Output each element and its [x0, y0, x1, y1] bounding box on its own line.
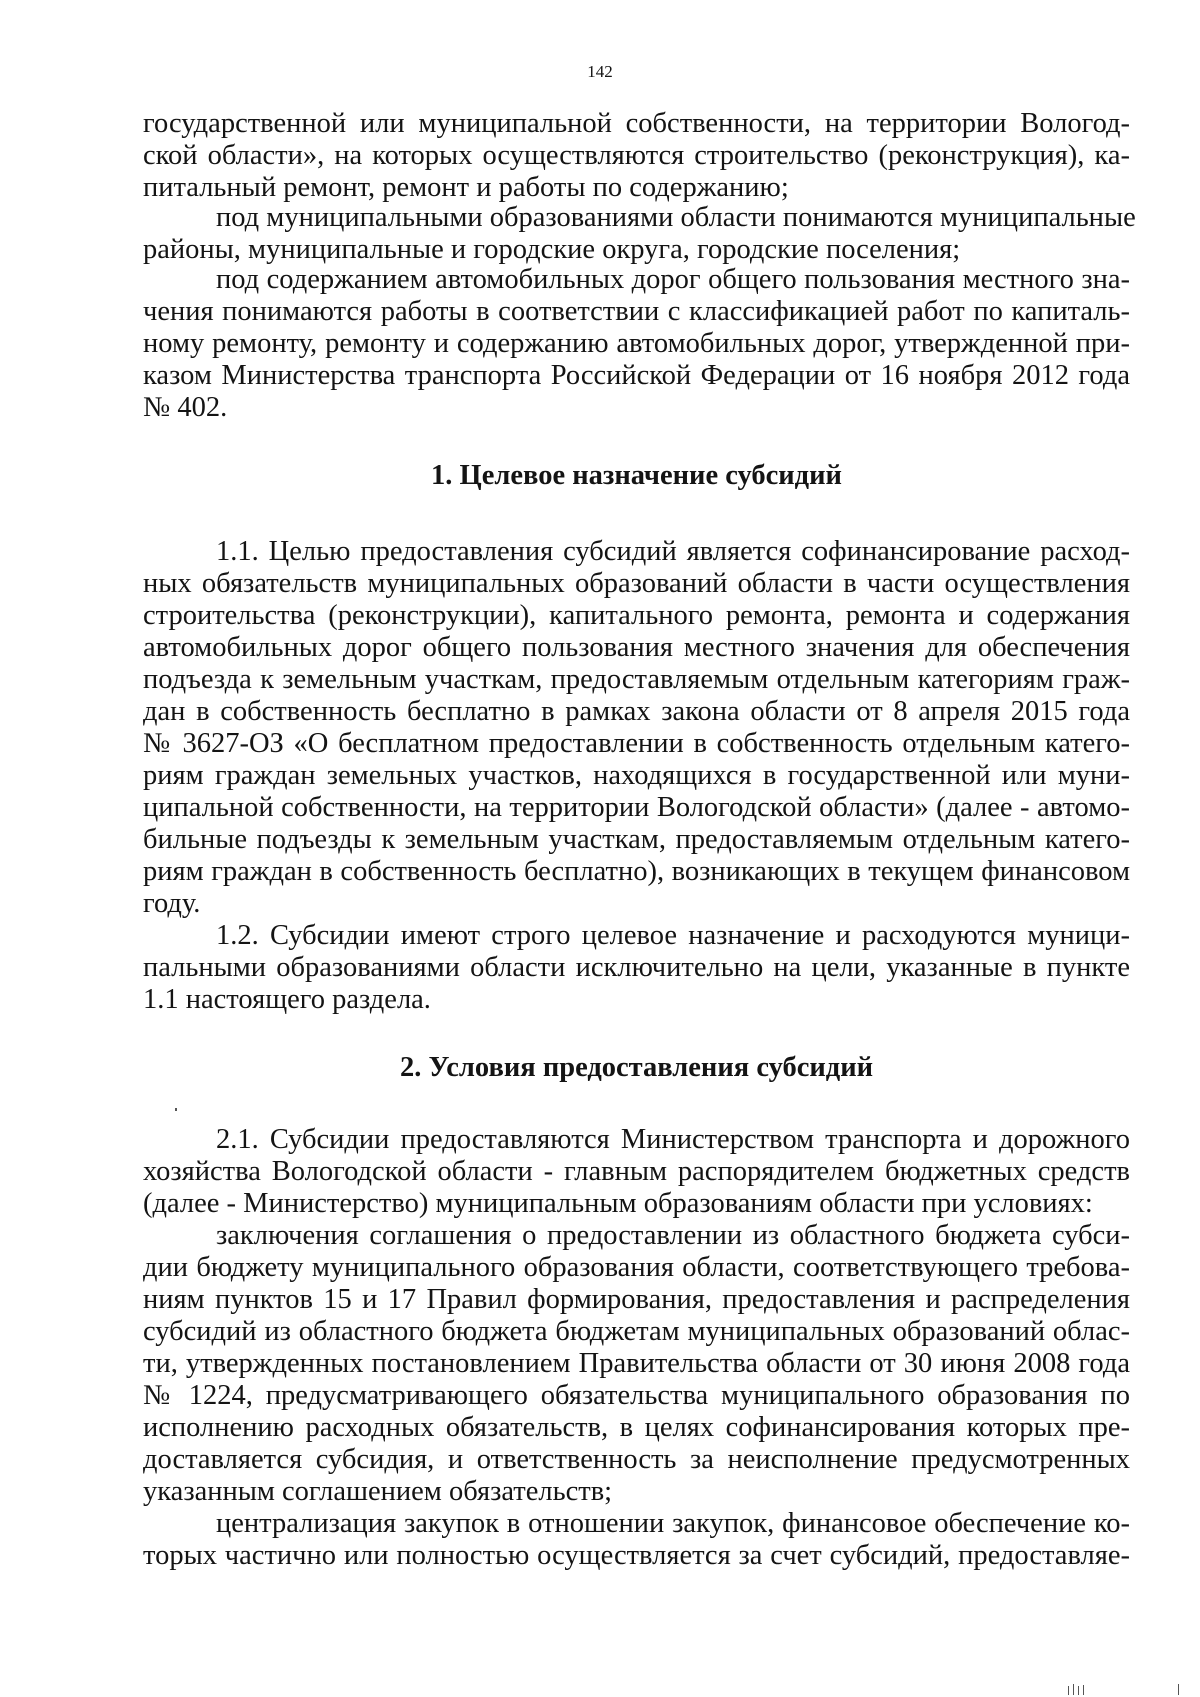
text-line: дии бюджету муниципального образования области, соответствующего требова- [143, 1252, 1130, 1283]
page-number: 142 [587, 62, 613, 81]
text-line: риям граждан земельных участков, находящихся в государственной или муни- [143, 760, 1130, 791]
text-line: субсидий из областного бюджета бюджетам муниципальных образований облас- [143, 1316, 1130, 1347]
text-line: 1.1. Целью предоставления субсидий является софинансирование расход- [216, 536, 1130, 567]
text-line: централизация закупок в отношении закупок, финансовое обеспечение ко- [216, 1508, 1130, 1539]
text-line: районы, муниципальные и городские округа, городские поселения; [143, 234, 961, 265]
scan-mark [1078, 1686, 1079, 1695]
text-line: ципальной собственности, на территории Вологодской области» (далее - автомо- [143, 792, 1130, 823]
text-line: торых частично или полностью осуществляется за счет субсидий, предоставляе- [143, 1540, 1130, 1571]
text-line: чения понимаются работы в соответствии с классификацией работ по капиталь- [143, 296, 1130, 327]
text-line: хозяйства Вологодской области - главным распорядителем бюджетных средств [143, 1156, 1130, 1187]
text-line: № 402. [143, 392, 228, 423]
text-line: пальными образованиями области исключительно на цели, указанные в пункте [143, 952, 1130, 983]
scan-mark [1068, 1686, 1069, 1695]
text-line: 1.2. Субсидии имеют строго целевое назначение и расходуются муници- [216, 920, 1130, 951]
scan-mark [1083, 1685, 1084, 1695]
text-line: № 3627-ОЗ «О бесплатном предоставлении в собственность отдельным катего- [143, 728, 1130, 759]
text-line: году. [143, 888, 201, 919]
text-line: казом Министерства транспорта Российской Федерации от 16 ноября 2012 года [143, 360, 1130, 391]
scan-speck [175, 1108, 177, 1111]
text-line: 1.1 настоящего раздела. [143, 984, 431, 1015]
section-heading-1: 1. Целевое назначение субсидий [431, 460, 842, 491]
text-line: риям граждан в собственность бесплатно), возникающих в текущем финансовом [143, 856, 1130, 887]
text-line: дан в собственность бесплатно в рамках закона области от 8 апреля 2015 года [143, 696, 1130, 727]
text-line: (далее - Министерство) муниципальным образованиям области при условиях: [143, 1188, 1093, 1219]
scan-mark [1178, 1684, 1179, 1695]
text-line: подъезда к земельным участкам, предоставляемым отдельным категориям граж- [143, 664, 1130, 695]
scan-mark [1073, 1684, 1074, 1695]
text-line: доставляется субсидия, и ответственность за неисполнение предусмотренных [143, 1444, 1130, 1475]
text-line: под муниципальными образованиями области понимаются муниципальные [216, 202, 1136, 233]
text-line: питальный ремонт, ремонт и работы по содержанию; [143, 172, 789, 203]
text-line: строительства (реконструкции), капитального ремонта, ремонта и содержания [143, 600, 1130, 631]
text-line: ской области», на которых осуществляются строительство (реконструкция), ка- [143, 140, 1130, 171]
text-line: ти, утвержденных постановлением Правительства области от 30 июня 2008 года [143, 1348, 1130, 1379]
text-line: ниям пунктов 15 и 17 Правил формирования, предоставления и распределения [143, 1284, 1130, 1315]
text-line: ных обязательств муниципальных образований области в части осуществления [143, 568, 1130, 599]
section-heading-2: 2. Условия предоставления субсидий [399, 1052, 874, 1083]
text-line: автомобильных дорог общего пользования местного значения для обеспечения [143, 632, 1130, 663]
text-line: ному ремонту, ремонту и содержанию автомобильных дорог, утвержденной при- [143, 328, 1130, 359]
text-line: заключения соглашения о предоставлении из областного бюджета субси- [216, 1220, 1130, 1251]
text-line: указанным соглашением обязательств; [143, 1476, 613, 1507]
text-line: 2.1. Субсидии предоставляются Министерством транспорта и дорожного [216, 1124, 1130, 1155]
text-line: исполнению расходных обязательств, в целях софинансирования которых пре- [143, 1412, 1130, 1443]
text-line: бильные подъезды к земельным участкам, предоставляемым отдельным катего- [143, 824, 1130, 855]
text-line: государственной или муниципальной собственности, на территории Вологод- [143, 108, 1130, 139]
text-line: под содержанием автомобильных дорог общего пользования местного зна- [216, 264, 1130, 295]
text-line: № 1224, предусматривающего обязательства муниципального образования по [143, 1380, 1130, 1411]
